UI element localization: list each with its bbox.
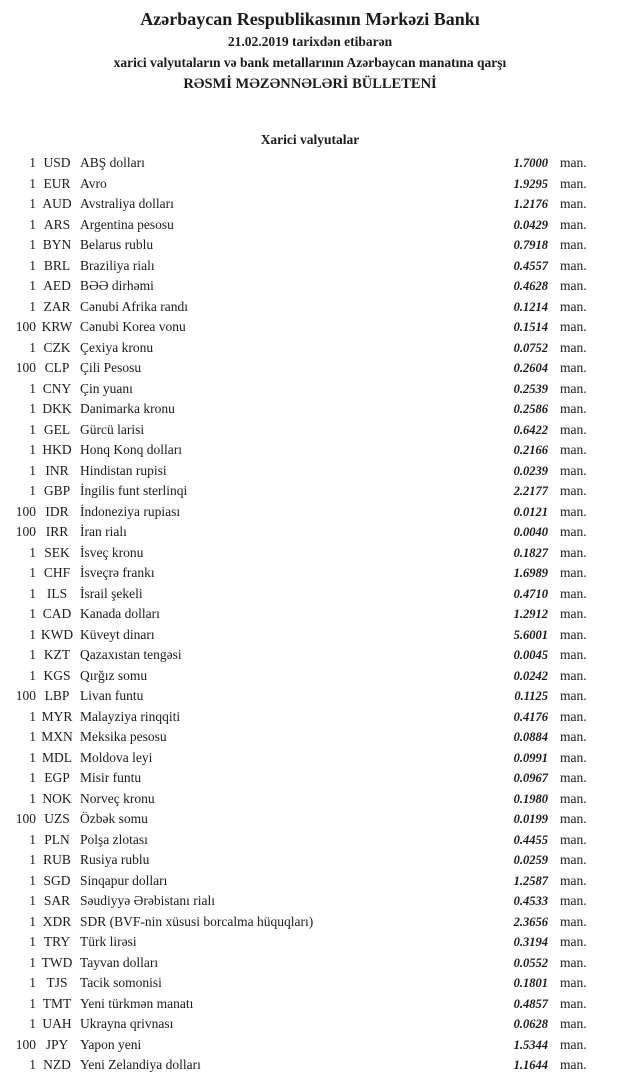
rate-value-cell: 0.1801 bbox=[513, 976, 548, 990]
currency-code-cell: BRL bbox=[43, 257, 71, 273]
unit-cell: man. bbox=[560, 729, 587, 744]
table-row bbox=[0, 789, 600, 810]
rate-value-cell: 0.0121 bbox=[513, 504, 548, 519]
table-row bbox=[0, 276, 600, 297]
unit-cell: man. bbox=[560, 708, 587, 724]
quantity-cell: 1 bbox=[29, 380, 36, 396]
currency-name-cell: İran rialı bbox=[80, 524, 127, 539]
table-row bbox=[0, 748, 600, 769]
currency-code-cell: PLN bbox=[44, 831, 70, 847]
table-row bbox=[0, 707, 600, 728]
currency-name-cell: Ukrayna qrivnası bbox=[80, 1016, 174, 1031]
rate-value-cell: 0.0628 bbox=[513, 1017, 548, 1031]
rate-value-cell: 0.1125 bbox=[514, 689, 548, 703]
currency-code-cell: GEL bbox=[43, 421, 71, 437]
unit-cell: man. bbox=[560, 606, 587, 621]
currency-name-cell: Türk lirəsi bbox=[80, 934, 137, 949]
currency-code-cell: EUR bbox=[43, 175, 71, 191]
quantity-cell: 100 bbox=[15, 360, 36, 375]
currency-name-cell: Küveyt dinarı bbox=[80, 626, 155, 642]
quantity-cell: 1 bbox=[29, 975, 36, 990]
currency-name-cell: Kanada dolları bbox=[80, 606, 160, 621]
unit-cell: man. bbox=[560, 421, 587, 437]
unit-cell: man. bbox=[560, 237, 587, 252]
unit-cell: man. bbox=[560, 278, 587, 293]
currency-code-cell: TWD bbox=[41, 954, 73, 970]
unit-cell: man. bbox=[560, 257, 587, 273]
unit-cell: man. bbox=[560, 462, 587, 478]
currency-name-cell: Tayvan dolları bbox=[80, 954, 159, 970]
rate-value-cell: 0.0040 bbox=[513, 525, 548, 539]
rate-value-cell: 0.4557 bbox=[513, 258, 548, 273]
table-row bbox=[0, 1014, 600, 1035]
unit-cell: man. bbox=[560, 688, 587, 703]
currency-name-cell: Yeni Zelandiya dolları bbox=[80, 1057, 201, 1072]
rate-value-cell: 0.7918 bbox=[513, 238, 548, 252]
table-row bbox=[0, 686, 600, 707]
table-row bbox=[0, 994, 600, 1015]
unit-cell: man. bbox=[560, 893, 587, 908]
rate-value-cell: 1.2176 bbox=[513, 197, 548, 211]
rate-value-cell: 0.0242 bbox=[513, 668, 548, 683]
currency-code-cell: XDR bbox=[42, 913, 72, 929]
quantity-cell: 1 bbox=[29, 954, 36, 970]
quantity-cell: 1 bbox=[29, 339, 36, 355]
currency-name-cell: İngilis funt sterlinqi bbox=[80, 483, 188, 498]
currency-code-cell: CHF bbox=[43, 565, 71, 580]
unit-cell: man. bbox=[560, 380, 587, 396]
exchange-rates-table bbox=[0, 153, 620, 1073]
rate-value-cell: 0.1980 bbox=[513, 791, 548, 806]
unit-cell: man. bbox=[560, 155, 587, 170]
currency-name-cell: Argentina pesosu bbox=[80, 216, 174, 232]
unit-cell: man. bbox=[560, 298, 587, 314]
currency-name-cell: Malayziya rinqqiti bbox=[80, 708, 181, 724]
currency-name-cell: Avstraliya dolları bbox=[80, 196, 174, 211]
quantity-cell: 1 bbox=[29, 278, 36, 293]
rate-value-cell: 0.1514 bbox=[513, 320, 548, 334]
bank-title: Azərbaycan Respublikasının Mərkəzi Bankı bbox=[140, 9, 480, 29]
bulletin-subtitle: xarici valyutaların və bank metallarının Azərbaycan manatına qarşı bbox=[113, 55, 507, 70]
currency-code-cell: DKK bbox=[42, 401, 72, 416]
currency-code-cell: JPY bbox=[45, 1036, 69, 1052]
currency-code-cell: KRW bbox=[41, 319, 73, 334]
table-row bbox=[0, 194, 600, 215]
currency-code-cell: CLP bbox=[44, 360, 70, 375]
quantity-cell: 1 bbox=[29, 852, 36, 867]
currency-name-cell: Moldova leyi bbox=[80, 749, 153, 765]
quantity-cell: 1 bbox=[29, 565, 36, 580]
rate-value-cell: 1.9295 bbox=[513, 176, 548, 191]
quantity-cell: 1 bbox=[29, 257, 36, 273]
table-row bbox=[0, 297, 600, 318]
currency-code-cell: MXN bbox=[41, 729, 73, 744]
table-row bbox=[0, 830, 600, 851]
quantity-cell: 1 bbox=[29, 647, 36, 662]
rate-value-cell: 0.0552 bbox=[513, 955, 548, 970]
currency-code-cell: SGD bbox=[43, 872, 71, 888]
quantity-cell: 1 bbox=[29, 196, 36, 211]
rate-value-cell: 0.0045 bbox=[513, 648, 548, 662]
currency-name-cell: Livan funtu bbox=[80, 688, 144, 703]
currency-code-cell: ARS bbox=[43, 216, 71, 232]
unit-cell: man. bbox=[560, 1016, 587, 1031]
currency-name-cell: Cənubi Korea vonu bbox=[80, 319, 186, 334]
quantity-cell: 1 bbox=[29, 790, 36, 806]
rate-value-cell: 0.4455 bbox=[513, 832, 548, 847]
quantity-cell: 1 bbox=[29, 175, 36, 191]
quantity-cell: 1 bbox=[29, 831, 36, 847]
quantity-cell: 1 bbox=[29, 934, 36, 949]
currency-code-cell: MYR bbox=[41, 708, 73, 724]
quantity-cell: 100 bbox=[15, 319, 36, 334]
quantity-cell: 1 bbox=[29, 667, 36, 683]
currency-name-cell: Avro bbox=[80, 175, 107, 191]
table-row bbox=[0, 543, 600, 564]
currency-code-cell: CNY bbox=[42, 380, 72, 396]
currency-code-cell: UAH bbox=[42, 1016, 72, 1031]
currency-name-cell: Hindistan rupisi bbox=[80, 462, 167, 478]
quantity-cell: 1 bbox=[29, 585, 36, 601]
currency-code-cell: RUB bbox=[43, 852, 71, 867]
currency-code-cell: BYN bbox=[42, 237, 72, 252]
unit-cell: man. bbox=[560, 1057, 587, 1072]
rate-value-cell: 2.3656 bbox=[513, 914, 548, 929]
table-row bbox=[0, 338, 600, 359]
unit-cell: man. bbox=[560, 852, 587, 867]
quantity-cell: 1 bbox=[29, 442, 36, 457]
unit-cell: man. bbox=[560, 442, 587, 457]
currency-code-cell: CAD bbox=[42, 606, 72, 621]
currency-code-cell: MDL bbox=[42, 749, 72, 765]
table-row bbox=[0, 645, 600, 666]
quantity-cell: 100 bbox=[15, 1036, 36, 1052]
currency-code-cell: NZD bbox=[43, 1057, 71, 1072]
rate-value-cell: 0.3194 bbox=[513, 935, 548, 949]
unit-cell: man. bbox=[560, 401, 587, 416]
unit-cell: man. bbox=[560, 524, 587, 539]
unit-cell: man. bbox=[560, 175, 587, 191]
table-row bbox=[0, 502, 600, 523]
currency-name-cell: İsveçrə frankı bbox=[80, 565, 155, 580]
quantity-cell: 1 bbox=[29, 606, 36, 621]
currency-name-cell: Norveç kronu bbox=[80, 790, 155, 806]
rate-value-cell: 1.2587 bbox=[513, 873, 548, 888]
quantity-cell: 100 bbox=[15, 524, 36, 539]
currency-name-cell: Gürcü larisi bbox=[80, 421, 145, 437]
rate-value-cell: 2.2177 bbox=[513, 484, 548, 498]
rate-value-cell: 1.1644 bbox=[513, 1058, 548, 1072]
quantity-cell: 1 bbox=[29, 626, 36, 642]
table-row bbox=[0, 399, 600, 420]
quantity-cell: 1 bbox=[29, 298, 36, 314]
table-row bbox=[0, 584, 600, 605]
rate-value-cell: 0.0967 bbox=[513, 771, 548, 785]
currency-name-cell: Misir funtu bbox=[80, 770, 142, 785]
table-row bbox=[0, 420, 600, 441]
currency-code-cell: KWD bbox=[40, 626, 74, 642]
rate-value-cell: 0.0884 bbox=[513, 730, 548, 744]
rate-value-cell: 0.4533 bbox=[513, 894, 548, 908]
table-row bbox=[0, 768, 600, 789]
currency-name-cell: Polşa zlotası bbox=[80, 831, 148, 847]
unit-cell: man. bbox=[560, 319, 587, 334]
currency-code-cell: NOK bbox=[42, 790, 72, 806]
rate-value-cell: 0.4176 bbox=[513, 709, 548, 724]
currency-name-cell: Çexiya kronu bbox=[80, 339, 154, 355]
table-row bbox=[0, 440, 600, 461]
table-row bbox=[0, 174, 600, 195]
quantity-cell: 1 bbox=[29, 872, 36, 888]
quantity-cell: 1 bbox=[29, 401, 36, 416]
unit-cell: man. bbox=[560, 1036, 587, 1052]
table-row bbox=[0, 973, 600, 994]
table-row bbox=[0, 604, 600, 625]
table-row bbox=[0, 871, 600, 892]
bulletin-title: RƏSMİ MƏZƏNNƏLƏRİ BÜLLETENİ bbox=[183, 76, 437, 92]
currency-name-cell: Braziliya rialı bbox=[80, 257, 155, 273]
currency-code-cell: SAR bbox=[43, 893, 71, 908]
rate-value-cell: 0.0991 bbox=[513, 750, 548, 765]
table-row bbox=[0, 1035, 600, 1056]
unit-cell: man. bbox=[560, 770, 587, 785]
currency-code-cell: TRY bbox=[43, 934, 71, 949]
unit-cell: man. bbox=[560, 811, 587, 826]
currency-code-cell: UZS bbox=[44, 811, 70, 826]
quantity-cell: 1 bbox=[29, 237, 36, 252]
rate-value-cell: 0.2166 bbox=[513, 443, 548, 457]
rate-value-cell: 0.2604 bbox=[513, 361, 548, 375]
quantity-cell: 1 bbox=[29, 729, 36, 744]
unit-cell: man. bbox=[560, 626, 587, 642]
currency-name-cell: Belarus rublu bbox=[80, 237, 154, 252]
quantity-cell: 1 bbox=[29, 1057, 36, 1072]
quantity-cell: 1 bbox=[29, 544, 36, 560]
currency-name-cell: Danimarka kronu bbox=[80, 401, 175, 416]
rate-value-cell: 0.0259 bbox=[513, 853, 548, 867]
table-row bbox=[0, 317, 600, 338]
currency-name-cell: Çin yuanı bbox=[80, 380, 133, 396]
currency-code-cell: ZAR bbox=[43, 298, 71, 314]
rate-value-cell: 1.6989 bbox=[513, 566, 548, 580]
rate-value-cell: 0.4628 bbox=[513, 279, 548, 293]
currency-code-cell: CZK bbox=[43, 339, 71, 355]
unit-cell: man. bbox=[560, 544, 587, 560]
rate-value-cell: 0.0199 bbox=[513, 812, 548, 826]
quantity-cell: 1 bbox=[29, 462, 36, 478]
unit-cell: man. bbox=[560, 585, 587, 601]
quantity-cell: 1 bbox=[29, 770, 36, 785]
table-row bbox=[0, 850, 600, 871]
unit-cell: man. bbox=[560, 831, 587, 847]
currency-code-cell: KGS bbox=[43, 667, 71, 683]
currency-code-cell: ILS bbox=[46, 585, 68, 601]
quantity-cell: 1 bbox=[29, 155, 36, 170]
currency-name-cell: BƏƏ dirhəmi bbox=[80, 278, 154, 293]
table-row bbox=[0, 809, 600, 830]
rate-value-cell: 0.2539 bbox=[513, 381, 548, 396]
unit-cell: man. bbox=[560, 749, 587, 765]
table-row bbox=[0, 153, 600, 174]
currency-name-cell: Qırğız somu bbox=[80, 667, 148, 683]
currency-code-cell: KZT bbox=[43, 647, 71, 662]
effective-date-line: 21.02.2019 tarixdən etibarən bbox=[227, 34, 393, 49]
table-row bbox=[0, 461, 600, 482]
currency-code-cell: IRR bbox=[45, 524, 69, 539]
rate-value-cell: 0.0239 bbox=[513, 463, 548, 478]
currency-code-cell: IDR bbox=[45, 503, 69, 519]
rate-value-cell: 0.0429 bbox=[513, 217, 548, 232]
table-row bbox=[0, 912, 600, 933]
currency-name-cell: Tacik somonisi bbox=[80, 975, 162, 990]
quantity-cell: 100 bbox=[15, 688, 36, 703]
quantity-cell: 1 bbox=[29, 483, 36, 498]
rate-value-cell: 0.2586 bbox=[513, 402, 548, 416]
rate-value-cell: 1.5344 bbox=[513, 1037, 548, 1052]
currency-code-cell: TMT bbox=[42, 995, 72, 1011]
unit-cell: man. bbox=[560, 667, 587, 683]
unit-cell: man. bbox=[560, 483, 587, 498]
currency-code-cell: SEK bbox=[44, 544, 70, 560]
table-row bbox=[0, 481, 600, 502]
currency-name-cell: İsrail şekeli bbox=[80, 585, 143, 601]
currency-code-cell: LBP bbox=[44, 688, 70, 703]
table-row bbox=[0, 891, 600, 912]
quantity-cell: 1 bbox=[29, 1016, 36, 1031]
currency-code-cell: AUD bbox=[42, 196, 72, 211]
currency-name-cell: Honq Konq dolları bbox=[80, 442, 182, 457]
section-title-foreign-currencies: Xarici valyutalar bbox=[260, 132, 360, 147]
currency-code-cell: EGP bbox=[44, 770, 70, 785]
table-row bbox=[0, 235, 600, 256]
currency-name-cell: İndoneziya rupiası bbox=[80, 503, 181, 519]
currency-name-cell: Yapon yeni bbox=[80, 1036, 142, 1052]
rate-value-cell: 0.0752 bbox=[513, 340, 548, 355]
rate-value-cell: 0.1214 bbox=[513, 299, 548, 314]
quantity-cell: 100 bbox=[15, 811, 36, 826]
table-row bbox=[0, 1055, 600, 1073]
rate-value-cell: 0.4710 bbox=[513, 586, 548, 601]
currency-name-cell: Sinqapur dolları bbox=[80, 872, 168, 888]
unit-cell: man. bbox=[560, 790, 587, 806]
currency-code-cell: USD bbox=[43, 155, 71, 170]
currency-name-cell: SDR (BVF-nin xüsusi borcalma hüquqları) bbox=[80, 913, 314, 929]
currency-name-cell: ABŞ dolları bbox=[80, 155, 145, 170]
unit-cell: man. bbox=[560, 872, 587, 888]
table-row bbox=[0, 379, 600, 400]
currency-code-cell: INR bbox=[45, 462, 69, 478]
currency-name-cell: Cənubi Afrika randı bbox=[80, 298, 188, 314]
table-row bbox=[0, 215, 600, 236]
quantity-cell: 1 bbox=[29, 995, 36, 1011]
table-row bbox=[0, 932, 600, 953]
rate-value-cell: 0.4857 bbox=[513, 996, 548, 1011]
quantity-cell: 100 bbox=[15, 503, 36, 519]
unit-cell: man. bbox=[560, 216, 587, 232]
quantity-cell: 1 bbox=[29, 893, 36, 908]
unit-cell: man. bbox=[560, 339, 587, 355]
quantity-cell: 1 bbox=[29, 749, 36, 765]
table-row bbox=[0, 256, 600, 277]
quantity-cell: 1 bbox=[29, 708, 36, 724]
currency-name-cell: Rusiya rublu bbox=[80, 852, 150, 867]
currency-name-cell: Meksika pesosu bbox=[80, 729, 167, 744]
currency-name-cell: Qazaxıstan tengəsi bbox=[80, 647, 182, 662]
currency-name-cell: Çili Pesosu bbox=[80, 360, 142, 375]
unit-cell: man. bbox=[560, 913, 587, 929]
currency-code-cell: HKD bbox=[42, 442, 72, 457]
table-row bbox=[0, 953, 600, 974]
unit-cell: man. bbox=[560, 934, 587, 949]
rate-value-cell: 0.1827 bbox=[513, 545, 548, 560]
rate-value-cell: 1.7000 bbox=[513, 156, 548, 170]
currency-code-cell: AED bbox=[43, 278, 71, 293]
currency-name-cell: Yeni türkmən manatı bbox=[80, 995, 194, 1011]
table-row bbox=[0, 358, 600, 379]
quantity-cell: 1 bbox=[29, 421, 36, 437]
rate-value-cell: 1.2912 bbox=[513, 607, 548, 621]
currency-name-cell: Özbək somu bbox=[80, 811, 148, 826]
unit-cell: man. bbox=[560, 954, 587, 970]
currency-code-cell: GBP bbox=[43, 483, 71, 498]
quantity-cell: 1 bbox=[29, 216, 36, 232]
rate-value-cell: 0.6422 bbox=[513, 422, 548, 437]
table-row bbox=[0, 666, 600, 687]
currency-name-cell: İsveç kronu bbox=[80, 544, 144, 560]
table-row bbox=[0, 727, 600, 748]
unit-cell: man. bbox=[560, 647, 587, 662]
rate-value-cell: 5.6001 bbox=[513, 627, 548, 642]
unit-cell: man. bbox=[560, 360, 587, 375]
unit-cell: man. bbox=[560, 196, 587, 211]
unit-cell: man. bbox=[560, 995, 587, 1011]
currency-name-cell: Səudiyyə Ərəbistanı rialı bbox=[80, 893, 215, 908]
unit-cell: man. bbox=[560, 565, 587, 580]
quantity-cell: 1 bbox=[29, 913, 36, 929]
unit-cell: man. bbox=[560, 975, 587, 990]
table-row bbox=[0, 522, 600, 543]
table-row bbox=[0, 625, 600, 646]
table-row bbox=[0, 563, 600, 584]
unit-cell: man. bbox=[560, 503, 587, 519]
currency-code-cell: TJS bbox=[46, 975, 68, 990]
